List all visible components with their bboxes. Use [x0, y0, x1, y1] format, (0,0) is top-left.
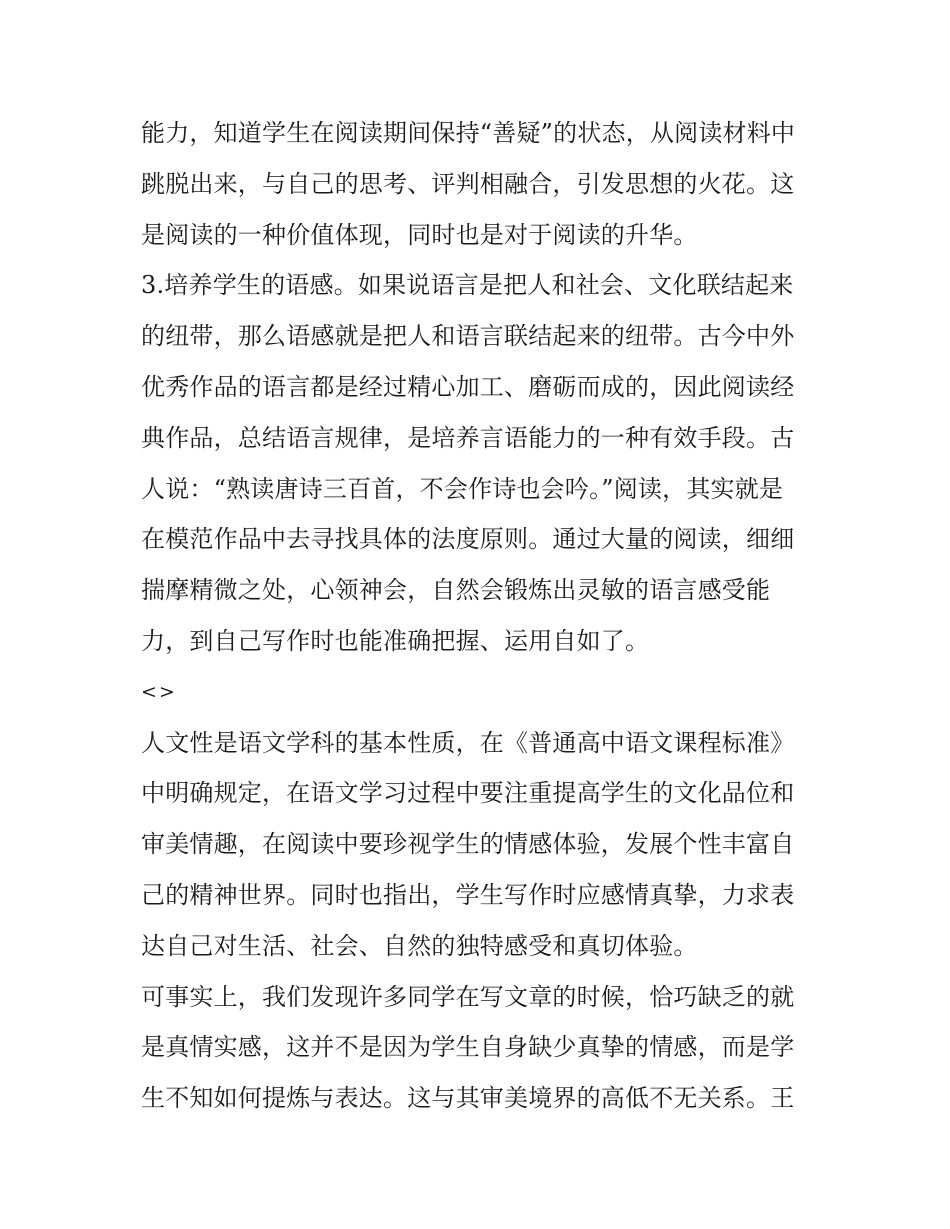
text-line: 可事实上，我们发现许多同学在写文章的时候，恰巧缺乏的就	[141, 982, 795, 1011]
text-line: 己的精神世界。同时也指出，学生写作时应感情真挚，力求表	[141, 880, 795, 909]
text-line: 3.培养学生的语感。如果说语言是把人和社会、文化联结起来	[141, 271, 794, 300]
text-line: 力，到自己写作时也能准确把握、运用自如了。	[141, 626, 650, 655]
text-line: 优秀作品的语言都是经过精心加工、磨砺而成的，因此阅读经	[141, 372, 795, 401]
text-line: 揣摩精微之处，心领神会，自然会锻炼出灵敏的语言感受能	[141, 576, 771, 605]
text-line: 人说：“熟读唐诗三百首，不会作诗也会吟。”阅读，其实就是	[141, 474, 784, 503]
text-line: 生不知如何提炼与表达。这与其审美境界的高低不无关系。王	[141, 1084, 795, 1113]
section-marker: <>	[141, 680, 177, 703]
text-line: 是真情实感，这并不是因为学生自身缺少真挚的情感，而是学	[141, 1033, 795, 1062]
text-line: 在模范作品中去寻找具体的法度原则。通过大量的阅读，细细	[141, 525, 795, 554]
text-line: 中明确规定，在语文学习过程中要注重提高学生的文化品位和	[141, 779, 795, 808]
text-line: 的纽带，那么语感就是把人和语言联结起来的纽带。古今中外	[141, 322, 795, 351]
text-line: 人文性是语文学科的基本性质，在《普通高中语文课程标准》	[141, 728, 795, 757]
document-page	[141, 108, 813, 1124]
text-line: 达自己对生活、社会、自然的独特感受和真切体验。	[141, 931, 698, 960]
text-line: 典作品，总结语言规律，是培养言语能力的一种有效手段。古	[141, 423, 795, 452]
text-line: 跳脱出来，与自己的思考、评判相融合，引发思想的火花。这	[141, 169, 795, 198]
text-line: 能力，知道学生在阅读期间保持“善疑”的状态，从阅读材料中	[141, 119, 796, 147]
text-line: 审美情趣，在阅读中要珍视学生的情感体验，发展个性丰富自	[141, 830, 795, 859]
text-line: 是阅读的一种价值体现，同时也是对于阅读的升华。	[141, 220, 698, 249]
